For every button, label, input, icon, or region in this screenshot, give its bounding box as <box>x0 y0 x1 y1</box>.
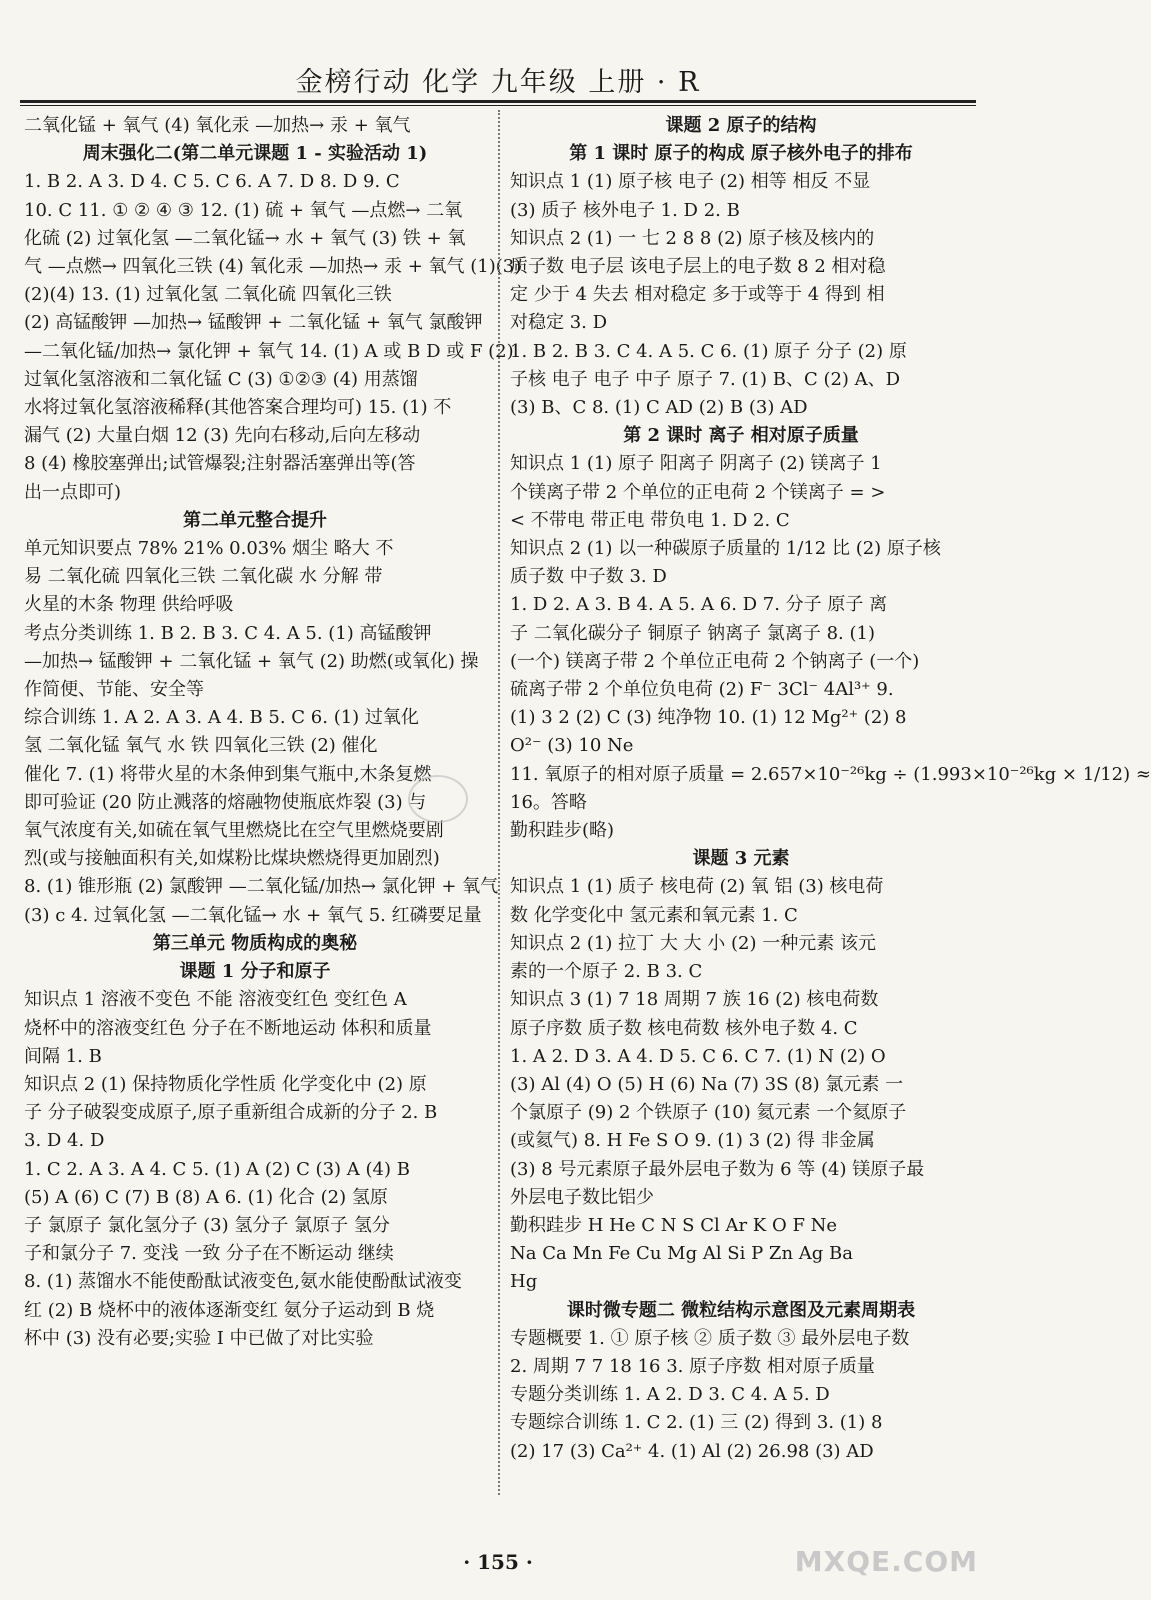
column-divider <box>498 110 500 1495</box>
left-column-line: (2)(4) 13. (1) 过氧化氢 二氧化硫 四氧化三铁 <box>24 284 392 306</box>
left-column-line: 出一点即可) <box>24 481 122 503</box>
right-column-line: 知识点 2 (1) 一 七 2 8 8 (2) 原子核及核内的 <box>510 227 875 249</box>
right-column-line: 第 1 课时 原子的构成 原子核外电子的排布 <box>569 143 913 165</box>
right-column-line: 2. 周期 7 7 18 16 3. 原子序数 相对原子质量 <box>510 1355 875 1377</box>
left-column-line: (5) A (6) C (7) B (8) A 6. (1) 化合 (2) 氢原 <box>24 1186 388 1208</box>
stamp-mark <box>408 775 468 823</box>
page-number: · 155 · <box>463 1550 533 1574</box>
right-column-line: (3) Al (4) O (5) H (6) Na (7) 3S (8) 氯元素 一 <box>510 1073 904 1095</box>
right-column-line: (一个) 镁离子带 2 个单位正电荷 2 个钠离子 (一个) <box>510 650 920 672</box>
right-column-line: 原子序数 质子数 核电荷数 核外电子数 4. C <box>510 1017 858 1039</box>
right-column-line: 16。答略 <box>510 791 587 813</box>
right-column-line: 个镁离子带 2 个单位的正电荷 2 个镁离子 = > <box>510 481 886 503</box>
right-column-line: 课题 3 元素 <box>692 848 790 870</box>
right-column-line: 勤积跬步 H He C N S Cl Ar K O F Ne <box>510 1214 838 1236</box>
right-column-line: 知识点 2 (1) 拉丁 大 大 小 (2) 一种元素 该元 <box>510 932 876 954</box>
right-column-line: 质子数 中子数 3. D <box>510 566 667 588</box>
left-column-line: 过氧化氢溶液和二氧化锰 C (3) ①②③ (4) 用蒸馏 <box>24 368 418 390</box>
right-column-line: 课题 2 原子的结构 <box>665 115 817 136</box>
header-rule <box>20 100 976 103</box>
right-column-line: 1. A 2. D 3. A 4. D 5. C 6. C 7. (1) N (2) O <box>510 1045 886 1067</box>
site-watermark: MXQE.COM <box>794 1545 978 1578</box>
left-column-line: 10. C 11. ① ② ④ ③ 12. (1) 硫 + 氧气 —点燃→ 二氧 <box>24 199 463 221</box>
right-column-line: 定 少于 4 失去 相对稳定 多于或等于 4 得到 相 <box>510 284 885 306</box>
right-column-line: 个氯原子 (9) 2 个铁原子 (10) 氦元素 一个氦原子 <box>510 1102 907 1124</box>
right-column-line: (3) 质子 核外电子 1. D 2. B <box>510 199 740 221</box>
left-column-line: 二氧化锰 + 氧气 (4) 氧化汞 —加热→ 汞 + 氧气 <box>24 115 411 136</box>
left-column-line: 周末强化二(第二单元课题 1 - 实验活动 1) <box>82 143 428 165</box>
left-column-line: 易 二氧化硫 四氧化三铁 二氧化碳 水 分解 带 <box>24 566 383 588</box>
page-header: 金榜行动 化学 九年级 上册 · R <box>295 67 701 98</box>
left-column-line: 化硫 (2) 过氧化氢 —二氧化锰→ 水 + 氧气 (3) 铁 + 氧 <box>24 227 466 249</box>
left-column-line: 第三单元 物质构成的奥秘 <box>152 932 358 954</box>
left-column-line: 8. (1) 蒸馏水不能使酚酞试液变色,氨水能使酚酞试液变 <box>24 1271 462 1293</box>
left-column-line: 火星的木条 物理 供给呼吸 <box>24 594 234 616</box>
left-column-line: 氧气浓度有关,如硫在氧气里燃烧比在空气里燃烧要剧 <box>24 820 444 842</box>
left-column-line: 1. B 2. A 3. D 4. C 5. C 6. A 7. D 8. D 9. C <box>24 171 400 193</box>
right-column-line: 1. D 2. A 3. B 4. A 5. A 6. D 7. 分子 原子 离 <box>510 594 888 616</box>
left-column-line: 烈(或与接触面积有关,如煤粉比煤块燃烧得更加剧烈) <box>24 848 440 870</box>
left-column-line: —二氧化锰/加热→ 氯化钾 + 氧气 14. (1) A 或 B D 或 F (2) <box>24 340 514 362</box>
left-column-line: 1. C 2. A 3. A 4. C 5. (1) A (2) C (3) A (4) B <box>24 1158 410 1180</box>
left-column-line: 气 —点燃→ 四氧化三铁 (4) 氧化汞 —加热→ 汞 + 氧气 (1)(3) <box>24 256 522 278</box>
right-column-line: (3) 8 号元素原子最外层电子数为 6 等 (4) 镁原子最 <box>510 1158 925 1180</box>
left-column-line: 杯中 (3) 没有必要;实验 Ⅰ 中已做了对比实验 <box>24 1327 374 1349</box>
left-column-line: 红 (2) B 烧杯中的液体逐渐变红 氨分子运动到 B 烧 <box>24 1299 435 1321</box>
right-column-line: 子 二氧化碳分子 铜原子 钠离子 氯离子 8. (1) <box>510 622 875 644</box>
right-column-line: 课时微专题二 微粒结构示意图及元素周期表 <box>566 1299 916 1321</box>
left-column-line: 水将过氧化氢溶液稀释(其他答案合理均可) 15. (1) 不 <box>24 397 452 419</box>
right-column-line: 11. 氧原子的相对原子质量 = 2.657×10⁻²⁶kg ÷ (1.993×10⁻²⁶kg × 1/12) ≈ <box>510 763 1151 785</box>
right-column-line: Hg <box>510 1271 538 1293</box>
left-column-line: 间隔 1. B <box>24 1045 102 1067</box>
right-column-line: 勤积跬步(略) <box>510 820 615 842</box>
left-column-line: 单元知识要点 78% 21% 0.03% 烟尘 略大 不 <box>24 538 394 560</box>
left-column-line: 知识点 2 (1) 保持物质化学性质 化学变化中 (2) 原 <box>24 1073 427 1095</box>
left-column-line: 3. D 4. D <box>24 1130 105 1152</box>
left-column-line: 8. (1) 锥形瓶 (2) 氯酸钾 —二氧化锰/加热→ 氯化钾 + 氧气 <box>24 876 499 898</box>
left-column <box>24 112 522 1353</box>
right-column-line: 知识点 1 (1) 原子核 电子 (2) 相等 相反 不显 <box>510 171 871 193</box>
right-column-line: 对稳定 3. D <box>510 312 608 334</box>
right-column-line: 第 2 课时 离子 相对原子质量 <box>623 425 859 447</box>
right-column-line: < 不带电 带正电 带负电 1. D 2. C <box>510 509 790 531</box>
right-column-line: 子核 电子 电子 中子 原子 7. (1) B、C (2) A、D <box>510 368 901 390</box>
right-column-line: 外层电子数比铝少 <box>510 1186 654 1208</box>
right-column-line: 质子数 电子层 该电子层上的电子数 8 2 相对稳 <box>510 256 886 278</box>
left-column-line: 考点分类训练 1. B 2. B 3. C 4. A 5. (1) 高锰酸钾 <box>24 622 432 644</box>
left-column-line: 作简便、节能、安全等 <box>24 679 204 701</box>
right-column-line: (2) 17 (3) Ca²⁺ 4. (1) Al (2) 26.98 (3) AD <box>510 1440 874 1462</box>
right-column <box>510 112 1151 1466</box>
left-column-line: 漏气 (2) 大量白烟 12 (3) 先向右移动,后向左移动 <box>24 425 421 447</box>
right-column-line: 硫离子带 2 个单位负电荷 (2) F⁻ 3Cl⁻ 4Al³⁺ 9. <box>510 679 894 701</box>
right-column-line: 专题综合训练 1. C 2. (1) 三 (2) 得到 3. (1) 8 <box>510 1412 883 1434</box>
right-column-line: Na Ca Mn Fe Cu Mg Al Si P Zn Ag Ba <box>510 1243 853 1265</box>
right-column-line: 知识点 3 (1) 7 18 周期 7 族 16 (2) 核电荷数 <box>510 989 879 1011</box>
left-column-line: 子和氯分子 7. 变浅 一致 分子在不断运动 继续 <box>24 1243 394 1265</box>
right-column-line: 知识点 1 (1) 原子 阳离子 阴离子 (2) 镁离子 1 <box>510 453 882 475</box>
right-column-line: 1. B 2. B 3. C 4. A 5. C 6. (1) 原子 分子 (2) 原 <box>510 340 907 362</box>
right-column-line: 数 化学变化中 氢元素和氧元素 1. C <box>510 904 798 926</box>
left-column-line: 即可验证 (20 防止溅落的熔融物使瓶底炸裂 (3) 与 <box>24 791 427 813</box>
right-column-line: (3) B、C 8. (1) C AD (2) B (3) AD <box>510 397 808 419</box>
left-column-line: 综合训练 1. A 2. A 3. A 4. B 5. C 6. (1) 过氧化 <box>24 707 419 729</box>
right-column-line: 知识点 1 (1) 质子 核电荷 (2) 氧 铝 (3) 核电荷 <box>510 876 884 898</box>
left-column-line: (3) c 4. 过氧化氢 —二氧化锰→ 水 + 氧气 5. 红磷要足量 <box>24 904 482 926</box>
right-column-line: 专题概要 1. ① 原子核 ② 质子数 ③ 最外层电子数 <box>510 1327 910 1349</box>
left-column-line: 子 分子破裂变成原子,原子重新组合成新的分子 2. B <box>24 1102 438 1124</box>
left-column-line: 烧杯中的溶液变红色 分子在不断地运动 体积和质量 <box>24 1017 432 1039</box>
header-rule-thin <box>20 105 976 106</box>
left-column-line: (2) 高锰酸钾 —加热→ 锰酸钾 + 二氧化锰 + 氧气 氯酸钾 <box>24 312 483 334</box>
right-column-line: 知识点 2 (1) 以一种碳原子质量的 1/12 比 (2) 原子核 <box>510 538 941 560</box>
left-column-line: 第二单元整合提升 <box>183 509 327 531</box>
left-column-line: 子 氯原子 氯化氢分子 (3) 氢分子 氯原子 氢分 <box>24 1214 390 1236</box>
left-column-line: 8 (4) 橡胶塞弹出;试管爆裂;注射器活塞弹出等(答 <box>24 453 416 475</box>
right-column-line: 素的一个原子 2. B 3. C <box>510 961 703 983</box>
right-column-line: 专题分类训练 1. A 2. D 3. C 4. A 5. D <box>510 1384 830 1406</box>
left-column-line: 氢 二氧化锰 氧气 水 铁 四氧化三铁 (2) 催化 <box>24 735 378 757</box>
left-column-line: 催化 7. (1) 将带火星的木条伸到集气瓶中,木条复燃 <box>24 763 432 785</box>
left-column-line: 知识点 1 溶液不变色 不能 溶液变红色 变红色 A <box>24 989 407 1011</box>
right-column-line: (或氦气) 8. H Fe S O 9. (1) 3 (2) 得 非金属 <box>510 1130 875 1152</box>
right-column-line: (1) 3 2 (2) C (3) 纯净物 10. (1) 12 Mg²⁺ (2) 8 <box>510 707 907 729</box>
right-column-line: O²⁻ (3) 10 Ne <box>510 735 634 757</box>
left-column-line: 课题 1 分子和原子 <box>179 961 331 983</box>
left-column-line: —加热→ 锰酸钾 + 二氧化锰 + 氧气 (2) 助燃(或氧化) 操 <box>24 650 479 672</box>
